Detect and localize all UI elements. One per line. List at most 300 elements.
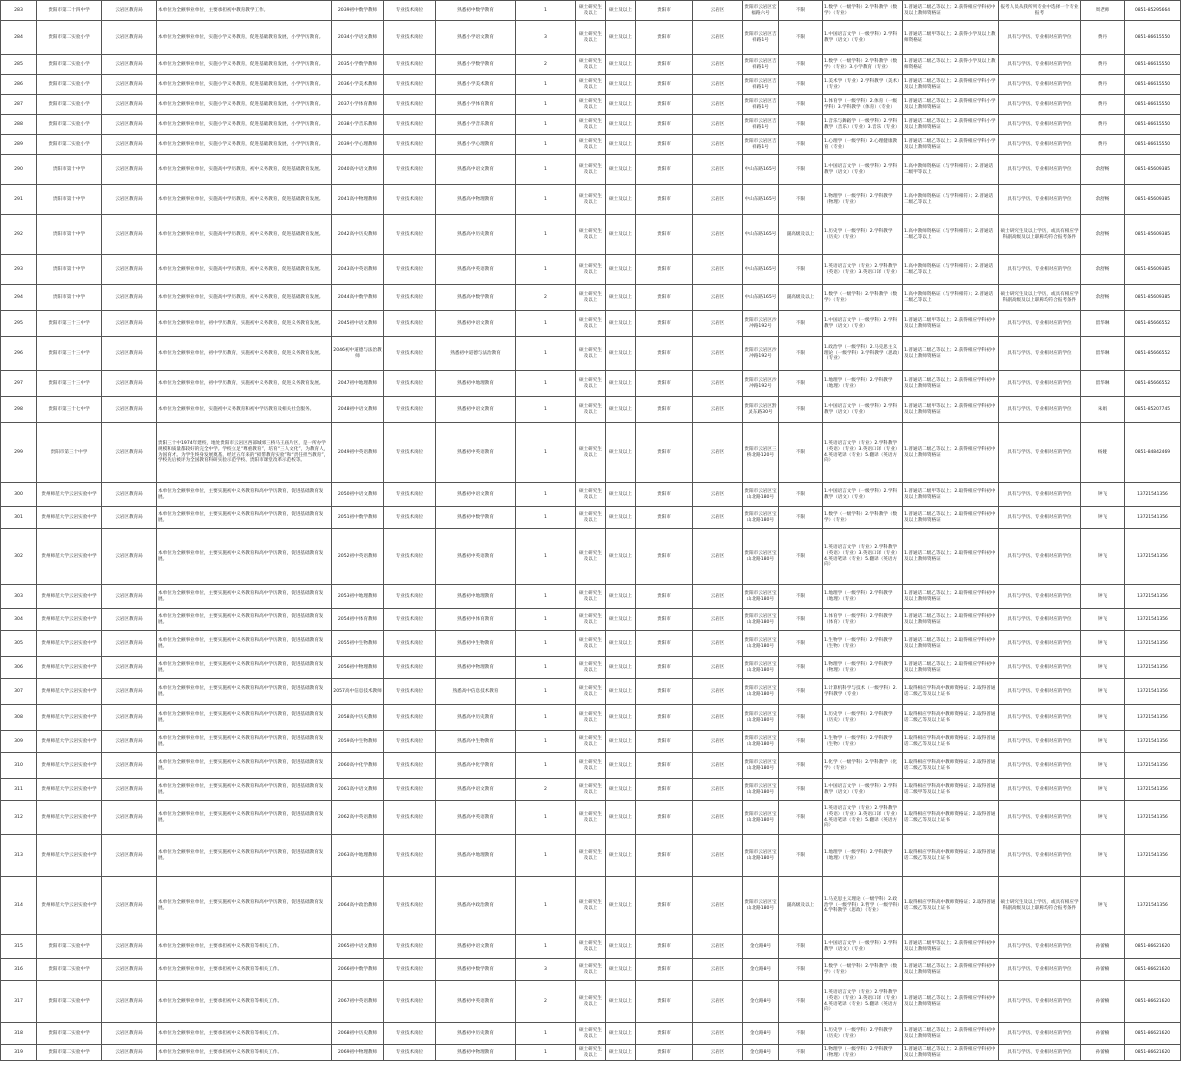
table-row xyxy=(1,285,1181,311)
table-row xyxy=(1,585,1181,609)
table-row xyxy=(1,155,1181,185)
unit-intro-cell: 本单位为全额事业单位，主要实施初中义务教育和高中学历教育，促进基础教育发展。 xyxy=(157,507,332,529)
degree-req-cell: 硕士及以上 xyxy=(606,507,636,529)
district-cell: 云岩区 xyxy=(693,981,743,1023)
position-description-cell: 熟悉初中历史教育 xyxy=(436,1023,516,1045)
work-address-cell: 贵阳市云岩区宝山北路180号 xyxy=(743,835,779,877)
major-req-cell: 1.中国语言文学（一级学科）2.学科教学（语文）（专业） xyxy=(823,155,903,185)
position-type-cell: 专业技术岗位 xyxy=(384,255,436,285)
table-row xyxy=(1,483,1181,507)
supervising-dept-cell: 云岩区教育局 xyxy=(102,1,157,21)
district-cell: 云岩区 xyxy=(693,311,743,337)
contact-phone-cell: 13721541356 xyxy=(1125,631,1181,657)
hiring-count-cell: 2 xyxy=(516,285,576,311)
work-address-cell: 中山东路165号 xyxy=(743,155,779,185)
table-row xyxy=(1,679,1181,705)
education-req-cell: 硕士研究生及以上 xyxy=(576,483,606,507)
unit-intro-cell: 本单位为全额事业单位，实施小学义务教育，促进基础教育发展，小学学历教育。 xyxy=(157,135,332,155)
contact-phone-cell: 0851-85666552 xyxy=(1125,311,1181,337)
contact-person-cell: 钟飞 xyxy=(1081,483,1125,507)
hiring-count-cell: 1 xyxy=(516,507,576,529)
employer-unit-cell: 贵州师范大学云岩实验中学 xyxy=(37,877,102,935)
position-description-cell: 熟悉小学心理教育 xyxy=(436,135,516,155)
unit-intro-cell: 本单位为全额事业单位，实施小学义务教育，促进基础教育发展，小学学历教育。 xyxy=(157,75,332,95)
city-cell: 贵阳市 xyxy=(636,753,693,779)
employer-unit-cell: 贵州师范大学云岩实验中学 xyxy=(37,609,102,631)
employer-unit-cell: 贵州师范大学云岩实验中学 xyxy=(37,529,102,585)
position-code-cell: 2061高中语文教师 xyxy=(332,779,384,801)
title-req-cell: 不限 xyxy=(779,705,823,731)
district-cell: 云岩区 xyxy=(693,371,743,397)
education-req-cell: 硕士研究生及以上 xyxy=(576,185,606,215)
contact-phone-cell: 13721541356 xyxy=(1125,705,1181,731)
notes-cell: 具有与学历、专业相对应的学位 xyxy=(999,155,1081,185)
work-address-cell: 贵阳市云岩区吉祥路1号 xyxy=(743,95,779,115)
position-code-cell: 2068初中历史教师 xyxy=(332,1023,384,1045)
table-row xyxy=(1,215,1181,255)
district-cell: 云岩区 xyxy=(693,657,743,679)
district-cell: 云岩区 xyxy=(693,835,743,877)
supervising-dept-cell: 云岩区教育局 xyxy=(102,21,157,55)
major-req-cell: 1.地理学（一级学科）2.学科教学（地理）（专业） xyxy=(823,371,903,397)
contact-phone-cell: 0851-85666552 xyxy=(1125,371,1181,397)
district-cell: 云岩区 xyxy=(693,397,743,423)
other-req-cell: 1.取得相应学科高中教师资格证；2.取得普通话二级乙等及以上证书 xyxy=(903,835,999,877)
district-cell: 云岩区 xyxy=(693,1023,743,1045)
contact-phone-cell: 13721541356 xyxy=(1125,679,1181,705)
contact-person-cell: 钟飞 xyxy=(1081,631,1125,657)
notes-cell: 报考人员从我所列专业中选择一个专业报考 xyxy=(999,1,1081,21)
row-number-cell: 299 xyxy=(1,423,37,483)
supervising-dept-cell: 云岩区教育局 xyxy=(102,981,157,1023)
city-cell: 贵阳市 xyxy=(636,135,693,155)
notes-cell: 具有与学历、专业相对应的学位 xyxy=(999,397,1081,423)
work-address-cell: 贵阳市云岩区宝山北路180号 xyxy=(743,529,779,585)
title-req-cell: 不限 xyxy=(779,779,823,801)
position-code-cell: 2053初中地理教师 xyxy=(332,585,384,609)
position-description-cell: 熟悉初中语文教育 xyxy=(436,311,516,337)
row-number-cell: 309 xyxy=(1,731,37,753)
position-description-cell: 熟悉初中语文教育 xyxy=(436,483,516,507)
supervising-dept-cell: 云岩区教育局 xyxy=(102,95,157,115)
education-req-cell: 硕士研究生及以上 xyxy=(576,55,606,75)
major-req-cell: 1.物理学（一级学科）2.学科教学（物理）（专业） xyxy=(823,185,903,215)
major-req-cell: 1.马克思主义理论（一级学科）2.政治学（一级学科）3.哲学（一级学科）4.学科教学（思政）（专业） xyxy=(823,877,903,935)
district-cell: 云岩区 xyxy=(693,215,743,255)
position-code-cell: 2062高中英语教师 xyxy=(332,801,384,835)
contact-phone-cell: 13721541356 xyxy=(1125,779,1181,801)
other-req-cell: 1.普通话二级乙等以上；2.取得相应学科初中及以上教师资格证 xyxy=(903,631,999,657)
supervising-dept-cell: 云岩区教育局 xyxy=(102,397,157,423)
title-req-cell: 不限 xyxy=(779,507,823,529)
city-cell: 贵阳市 xyxy=(636,215,693,255)
other-req-cell: 1.普通话二级甲等以上；2.获得相应学科初中及以上教师资格证 xyxy=(903,935,999,959)
supervising-dept-cell: 云岩区教育局 xyxy=(102,371,157,397)
hiring-count-cell: 1 xyxy=(516,585,576,609)
position-description-cell: 熟悉高中历史教育 xyxy=(436,215,516,255)
contact-person-cell: 留华琳 xyxy=(1081,371,1125,397)
notes-cell: 具有与学历、专业相对应的学位 xyxy=(999,981,1081,1023)
employer-unit-cell: 贵阳市第三十中学 xyxy=(37,423,102,483)
contact-phone-cell: 0851-86615550 xyxy=(1125,115,1181,135)
district-cell: 云岩区 xyxy=(693,55,743,75)
other-req-cell: 1.普通话二级乙等以上；2.获得相应学科初中及以上教师资格证 xyxy=(903,423,999,483)
work-address-cell: 贵阳市云岩区宝山北路180号 xyxy=(743,801,779,835)
district-cell: 云岩区 xyxy=(693,285,743,311)
other-req-cell: 1.普通话二级乙等以上；2.获得相应学科初中及以上教师资格证 xyxy=(903,1,999,21)
title-req-cell: 不限 xyxy=(779,585,823,609)
major-req-cell: 1.地理学（一级学科）2.学科教学（地理）（专业） xyxy=(823,835,903,877)
major-req-cell: 1.生物学（一级学科）2.学科教学（生物）（专业） xyxy=(823,631,903,657)
contact-phone-cell: 13721541356 xyxy=(1125,801,1181,835)
position-type-cell: 专业技术岗位 xyxy=(384,115,436,135)
degree-req-cell: 硕士及以上 xyxy=(606,75,636,95)
unit-intro-cell: 本单位为全额事业单位，实施高中学历教育，初中义务教育，促进基础教育发展。 xyxy=(157,285,332,311)
hiring-count-cell: 1 xyxy=(516,185,576,215)
unit-intro-cell: 本单位为全额事业单位，实施小学义务教育，促进基础教育发展，小学学历教育。 xyxy=(157,55,332,75)
row-number-cell: 314 xyxy=(1,877,37,935)
supervising-dept-cell: 云岩区教育局 xyxy=(102,55,157,75)
supervising-dept-cell: 云岩区教育局 xyxy=(102,679,157,705)
position-description-cell: 熟悉初中地理教育 xyxy=(436,371,516,397)
notes-cell: 具有与学历、专业相对应的学位 xyxy=(999,311,1081,337)
employer-unit-cell: 贵阳市第十中学 xyxy=(37,215,102,255)
city-cell: 贵阳市 xyxy=(636,21,693,55)
employer-unit-cell: 贵州师范大学云岩实验中学 xyxy=(37,779,102,801)
district-cell: 云岩区 xyxy=(693,779,743,801)
position-description-cell: 熟悉高中英语教育 xyxy=(436,255,516,285)
position-description-cell: 熟悉初中数学教育 xyxy=(436,1,516,21)
education-req-cell: 硕士研究生及以上 xyxy=(576,959,606,981)
title-req-cell: 不限 xyxy=(779,657,823,679)
other-req-cell: 1.高中教师资格证（与学科相符）；2.普通话二级乙等以上 xyxy=(903,185,999,215)
employer-unit-cell: 贵阳市第二实验小学 xyxy=(37,75,102,95)
contact-person-cell: 钟飞 xyxy=(1081,705,1125,731)
district-cell: 云岩区 xyxy=(693,935,743,959)
title-req-cell: 不限 xyxy=(779,483,823,507)
employer-unit-cell: 贵州师范大学云岩实验中学 xyxy=(37,679,102,705)
contact-person-cell: 朱娟 xyxy=(1081,397,1125,423)
position-type-cell: 专业技术岗位 xyxy=(384,215,436,255)
education-req-cell: 硕士研究生及以上 xyxy=(576,75,606,95)
contact-phone-cell: 0851-86621620 xyxy=(1125,935,1181,959)
other-req-cell: 1.普通话二级乙等以上；2.获得相应学科初中及以上教师资格证 xyxy=(903,1023,999,1045)
work-address-cell: 贵阳市云岩区吉祥路1号 xyxy=(743,55,779,75)
other-req-cell: 1.取得相应学科高中教师资格证；2.取得普通话二级乙等及以上证书 xyxy=(903,877,999,935)
table-row xyxy=(1,135,1181,155)
major-req-cell: 1.英语语言文学（专业）2.学科教学（英语）（专业）3.英语口译（专业）4.英语笔译（专业）5.翻译（英语方向） xyxy=(823,529,903,585)
position-code-cell: 2069初中物理教师 xyxy=(332,1045,384,1061)
district-cell: 云岩区 xyxy=(693,75,743,95)
position-type-cell: 专业技术岗位 xyxy=(384,585,436,609)
row-number-cell: 288 xyxy=(1,115,37,135)
row-number-cell: 301 xyxy=(1,507,37,529)
other-req-cell: 1.普通话二级甲等以上；2.获得相应学科初中及以上教师资格证 xyxy=(903,397,999,423)
education-req-cell: 硕士研究生及以上 xyxy=(576,779,606,801)
education-req-cell: 硕士研究生及以上 xyxy=(576,1045,606,1061)
row-number-cell: 295 xyxy=(1,311,37,337)
title-req-cell: 副高级及以上 xyxy=(779,215,823,255)
employer-unit-cell: 贵阳市第十中学 xyxy=(37,285,102,311)
work-address-cell: 贵阳市云岩区宝山北路180号 xyxy=(743,585,779,609)
hiring-count-cell: 1 xyxy=(516,311,576,337)
row-number-cell: 306 xyxy=(1,657,37,679)
position-description-cell: 熟悉小学音乐教育 xyxy=(436,115,516,135)
hiring-count-cell: 1 xyxy=(516,705,576,731)
position-code-cell: 2037小学体育教师 xyxy=(332,95,384,115)
other-req-cell: 1.高中教师资格证（与学科相符）；2.普通话二级乙等以上 xyxy=(903,255,999,285)
hiring-count-cell: 1 xyxy=(516,631,576,657)
unit-intro-cell: 本单位为全额事业单位，主要承担初中义务教育等相关工作。 xyxy=(157,1023,332,1045)
district-cell: 云岩区 xyxy=(693,731,743,753)
major-req-cell: 1.历史学（一级学科）2.学科教学（历史）（专业） xyxy=(823,1023,903,1045)
employer-unit-cell: 贵州师范大学云岩实验中学 xyxy=(37,731,102,753)
row-number-cell: 294 xyxy=(1,285,37,311)
work-address-cell: 贵阳市云岩区吉祥路1号 xyxy=(743,75,779,95)
contact-phone-cell: 0851-85666552 xyxy=(1125,337,1181,371)
position-description-cell: 熟悉初中语文教育 xyxy=(436,935,516,959)
contact-person-cell: 余舒畅 xyxy=(1081,185,1125,215)
contact-person-cell: 孙蕾楠 xyxy=(1081,1045,1125,1061)
unit-intro-cell: 本单位为全额事业单位，主要实施初中义务教育和高中学历教育，促进基础教育发展。 xyxy=(157,779,332,801)
major-req-cell: 1.生物学（一级学科）2.学科教学（生物）（专业） xyxy=(823,731,903,753)
position-type-cell: 专业技术岗位 xyxy=(384,529,436,585)
position-description-cell: 熟悉小学数学教育 xyxy=(436,55,516,75)
position-type-cell: 专业技术岗位 xyxy=(384,1,436,21)
major-req-cell: 1.美术学（专业）2.学科教学（美术）（专业） xyxy=(823,75,903,95)
position-description-cell: 熟悉小学美术教育 xyxy=(436,75,516,95)
position-code-cell: 2048初中语文教师 xyxy=(332,397,384,423)
education-req-cell: 硕士研究生及以上 xyxy=(576,155,606,185)
table-row xyxy=(1,981,1181,1023)
position-type-cell: 专业技术岗位 xyxy=(384,371,436,397)
notes-cell: 具有与学历、专业相对应的学位 xyxy=(999,835,1081,877)
position-code-cell: 2056初中物理教师 xyxy=(332,657,384,679)
city-cell: 贵阳市 xyxy=(636,423,693,483)
hiring-count-cell: 1 xyxy=(516,529,576,585)
education-req-cell: 硕士研究生及以上 xyxy=(576,1023,606,1045)
position-description-cell: 熟悉初中英语教育 xyxy=(436,529,516,585)
work-address-cell: 贵阳市云岩区三桥北路120号 xyxy=(743,423,779,483)
supervising-dept-cell: 云岩区教育局 xyxy=(102,255,157,285)
supervising-dept-cell: 云岩区教育局 xyxy=(102,529,157,585)
degree-req-cell: 硕士及以上 xyxy=(606,483,636,507)
contact-person-cell: 钟飞 xyxy=(1081,835,1125,877)
supervising-dept-cell: 云岩区教育局 xyxy=(102,215,157,255)
unit-intro-cell: 本单位为全额事业单位，主要实施初中义务教育和高中学历教育，促进基础教育发展。 xyxy=(157,529,332,585)
other-req-cell: 1.高中教师资格证（与学科相符）；2.普通话二级甲等以上 xyxy=(903,155,999,185)
position-type-cell: 专业技术岗位 xyxy=(384,95,436,115)
major-req-cell: 1.政治学（一级学科）2.马克思主义理论（一级学科）3.学科教学（思政）（专业） xyxy=(823,337,903,371)
major-req-cell: 1.物理学（一级学科）2.学科教学（物理）（专业） xyxy=(823,657,903,679)
city-cell: 贵阳市 xyxy=(636,585,693,609)
degree-req-cell: 硕士及以上 xyxy=(606,135,636,155)
hiring-count-cell: 2 xyxy=(516,55,576,75)
row-number-cell: 317 xyxy=(1,981,37,1023)
supervising-dept-cell: 云岩区教育局 xyxy=(102,801,157,835)
work-address-cell: 贵阳市云岩区宝山北路180号 xyxy=(743,507,779,529)
employer-unit-cell: 贵阳市第二实验小学 xyxy=(37,135,102,155)
notes-cell: 具有与学历、专业相对应的学位 xyxy=(999,185,1081,215)
other-req-cell: 1.取得相应学科高中教师资格证；2.取得普通话二级甲等及以上证书 xyxy=(903,779,999,801)
degree-req-cell: 硕士及以上 xyxy=(606,397,636,423)
unit-intro-cell: 本单位为全额事业单位，主要实施初中义务教育和高中学历教育，促进基础教育发展。 xyxy=(157,731,332,753)
degree-req-cell: 硕士及以上 xyxy=(606,801,636,835)
position-type-cell: 专业技术岗位 xyxy=(384,753,436,779)
notes-cell: 具有与学历、专业相对应的学位 xyxy=(999,753,1081,779)
contact-phone-cell: 0851-86621620 xyxy=(1125,959,1181,981)
work-address-cell: 贵阳市云岩区吉祥路1号 xyxy=(743,135,779,155)
district-cell: 云岩区 xyxy=(693,585,743,609)
major-req-cell: 1.体育学（一级学科）2.体育（一级学科）3.学科教学（体育）（专业） xyxy=(823,95,903,115)
notes-cell: 具有与学历、专业相对应的学位 xyxy=(999,631,1081,657)
supervising-dept-cell: 云岩区教育局 xyxy=(102,753,157,779)
district-cell: 云岩区 xyxy=(693,507,743,529)
education-req-cell: 硕士研究生及以上 xyxy=(576,609,606,631)
table-row xyxy=(1,835,1181,877)
hiring-count-cell: 1 xyxy=(516,657,576,679)
unit-intro-cell: 本单位为全额事业单位，主要承担初中义务教育等相关工作。 xyxy=(157,981,332,1023)
notes-cell: 具有与学历、专业相对应的学位 xyxy=(999,529,1081,585)
position-description-cell: 熟悉高中英语教育 xyxy=(436,801,516,835)
work-address-cell: 金仓路8号 xyxy=(743,959,779,981)
table-row xyxy=(1,95,1181,115)
degree-req-cell: 硕士及以上 xyxy=(606,311,636,337)
table-row xyxy=(1,75,1181,95)
row-number-cell: 310 xyxy=(1,753,37,779)
degree-req-cell: 硕士及以上 xyxy=(606,679,636,705)
position-type-cell: 专业技术岗位 xyxy=(384,935,436,959)
degree-req-cell: 硕士及以上 xyxy=(606,657,636,679)
title-req-cell: 不限 xyxy=(779,371,823,397)
other-req-cell: 1.取得相应学科高中教师资格证；2.取得普通话二级乙等及以上证书 xyxy=(903,705,999,731)
hiring-count-cell: 1 xyxy=(516,155,576,185)
education-req-cell: 硕士研究生及以上 xyxy=(576,95,606,115)
position-type-cell: 专业技术岗位 xyxy=(384,679,436,705)
unit-intro-cell: 本单位为全额事业单位，主要实施初中义务教育和高中学历教育，促进基础教育发展。 xyxy=(157,835,332,877)
contact-person-cell: 余舒畅 xyxy=(1081,285,1125,311)
contact-person-cell: 余舒畅 xyxy=(1081,155,1125,185)
work-address-cell: 贵阳市云岩区宝山北路180号 xyxy=(743,483,779,507)
supervising-dept-cell: 云岩区教育局 xyxy=(102,731,157,753)
employer-unit-cell: 贵阳市第二实验中学 xyxy=(37,959,102,981)
degree-req-cell: 硕士及以上 xyxy=(606,753,636,779)
major-req-cell: 1.历史学（一级学科）2.学科教学（历史）（专业） xyxy=(823,215,903,255)
district-cell: 云岩区 xyxy=(693,95,743,115)
hiring-count-cell: 1 xyxy=(516,877,576,935)
title-req-cell: 不限 xyxy=(779,753,823,779)
degree-req-cell: 硕士及以上 xyxy=(606,731,636,753)
row-number-cell: 302 xyxy=(1,529,37,585)
notes-cell: 具有与学历、专业相对应的学位 xyxy=(999,1023,1081,1045)
table-row xyxy=(1,1023,1181,1045)
row-number-cell: 313 xyxy=(1,835,37,877)
position-description-cell: 熟悉高中语文教育 xyxy=(436,779,516,801)
other-req-cell: 1.普通话二级乙等以上；2.获得相应学科初中及以上教师资格证 xyxy=(903,337,999,371)
supervising-dept-cell: 云岩区教育局 xyxy=(102,423,157,483)
district-cell: 云岩区 xyxy=(693,483,743,507)
education-req-cell: 硕士研究生及以上 xyxy=(576,507,606,529)
position-type-cell: 专业技术岗位 xyxy=(384,483,436,507)
city-cell: 贵阳市 xyxy=(636,115,693,135)
unit-intro-cell: 本单位为全额事业单位，主要实施初中义务教育和高中学历教育，促进基础教育发展。 xyxy=(157,657,332,679)
supervising-dept-cell: 云岩区教育局 xyxy=(102,959,157,981)
education-req-cell: 硕士研究生及以上 xyxy=(576,21,606,55)
title-req-cell: 不限 xyxy=(779,835,823,877)
other-req-cell: 1.普通话二级乙等以上；2.获得相应学科初中及以上教师资格证 xyxy=(903,981,999,1023)
contact-phone-cell: 0851-86615550 xyxy=(1125,135,1181,155)
notes-cell: 具有与学历、专业相对应的学位 xyxy=(999,337,1081,371)
major-req-cell: 1.地理学（一级学科）2.学科教学（地理）（专业） xyxy=(823,585,903,609)
work-address-cell: 中山东路165号 xyxy=(743,185,779,215)
major-req-cell: 1.英语语言文学（专业）2.学科教学（英语）（专业）3.英语口译（专业） xyxy=(823,255,903,285)
row-number-cell: 284 xyxy=(1,21,37,55)
position-code-cell: 2060高中化学教师 xyxy=(332,753,384,779)
city-cell: 贵阳市 xyxy=(636,981,693,1023)
district-cell: 云岩区 xyxy=(693,705,743,731)
employer-unit-cell: 贵阳市第二十四中学 xyxy=(37,1,102,21)
hiring-count-cell: 1 xyxy=(516,935,576,959)
district-cell: 云岩区 xyxy=(693,155,743,185)
other-req-cell: 1.普通话二级乙等以上；2.获得相应学科小学及以上教师资格证 xyxy=(903,135,999,155)
other-req-cell: 1.普通话二级乙等以上；2.取得相应学科初中及以上教师资格证 xyxy=(903,529,999,585)
education-req-cell: 硕士研究生及以上 xyxy=(576,631,606,657)
row-number-cell: 285 xyxy=(1,55,37,75)
title-req-cell: 不限 xyxy=(779,95,823,115)
hiring-count-cell: 1 xyxy=(516,753,576,779)
city-cell: 贵阳市 xyxy=(636,337,693,371)
contact-phone-cell: 0851-85295664 xyxy=(1125,1,1181,21)
supervising-dept-cell: 云岩区教育局 xyxy=(102,135,157,155)
unit-intro-cell: 本单位为全额事业单位，主要实施初中义务教育和高中学历教育，促进基础教育发展。 xyxy=(157,877,332,935)
unit-intro-cell: 本单位为全额事业单位，主要实施初中义务教育和高中学历教育，促进基础教育发展。 xyxy=(157,609,332,631)
position-description-cell: 熟悉初中物理教育 xyxy=(436,1045,516,1061)
row-number-cell: 286 xyxy=(1,75,37,95)
hiring-count-cell: 1 xyxy=(516,215,576,255)
supervising-dept-cell: 云岩区教育局 xyxy=(102,507,157,529)
major-req-cell: 1.数学（一级学科）2.学科教学（数学）（专业） xyxy=(823,1,903,21)
work-address-cell: 贵阳市云岩区宝山北路180号 xyxy=(743,731,779,753)
employer-unit-cell: 贵阳市第二实验小学 xyxy=(37,115,102,135)
table-row xyxy=(1,423,1181,483)
education-req-cell: 硕士研究生及以上 xyxy=(576,877,606,935)
city-cell: 贵阳市 xyxy=(636,1,693,21)
table-body xyxy=(1,1,1181,1061)
education-req-cell: 硕士研究生及以上 xyxy=(576,115,606,135)
education-req-cell: 硕士研究生及以上 xyxy=(576,371,606,397)
title-req-cell: 不限 xyxy=(779,135,823,155)
title-req-cell: 不限 xyxy=(779,21,823,55)
contact-person-cell: 钟飞 xyxy=(1081,679,1125,705)
contact-phone-cell: 13721541356 xyxy=(1125,753,1181,779)
work-address-cell: 金仓路8号 xyxy=(743,1045,779,1061)
district-cell: 云岩区 xyxy=(693,1,743,21)
contact-phone-cell: 0851-86621620 xyxy=(1125,1045,1181,1061)
major-req-cell: 1.中国语言文学（一级学科）2.学科教学（语文）（专业） xyxy=(823,935,903,959)
degree-req-cell: 硕士及以上 xyxy=(606,337,636,371)
supervising-dept-cell: 云岩区教育局 xyxy=(102,779,157,801)
city-cell: 贵阳市 xyxy=(636,95,693,115)
position-code-cell: 2057高中信息技术教师 xyxy=(332,679,384,705)
district-cell: 云岩区 xyxy=(693,877,743,935)
contact-person-cell: 钟飞 xyxy=(1081,507,1125,529)
title-req-cell: 不限 xyxy=(779,311,823,337)
supervising-dept-cell: 云岩区教育局 xyxy=(102,705,157,731)
work-address-cell: 贵阳市云岩区吉祥路1号 xyxy=(743,21,779,55)
position-description-cell: 熟悉高中物理教育 xyxy=(436,185,516,215)
title-req-cell: 副高级及以上 xyxy=(779,877,823,935)
position-type-cell: 专业技术岗位 xyxy=(384,959,436,981)
